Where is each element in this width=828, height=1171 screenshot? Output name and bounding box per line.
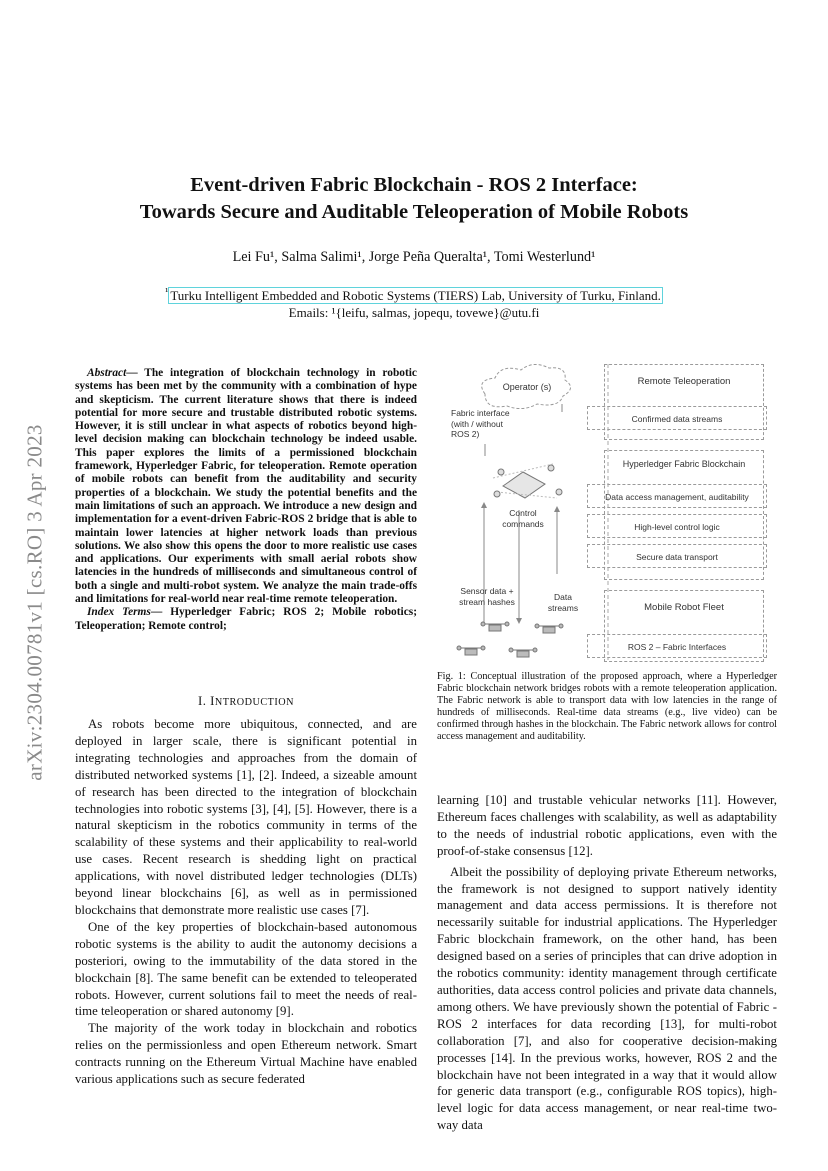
index-terms-label: Index Terms (87, 606, 151, 619)
paper-title (0, 172, 828, 226)
title-line-1: Event-driven Fabric Blockchain - ROS 2 Interface: (190, 174, 638, 196)
high-level-label: High-level control logic (634, 522, 720, 532)
introduction-body (75, 716, 417, 1088)
drone-icon (481, 622, 509, 631)
intro-paragraph-1: As robots become more ubiquitous, connected, and are deployed in larger scale, there is significant potential in integrating technologies and approaches from the domain of distributed networked systems [1], [2]. Indeed, a sizeable amount of research has been directed to the integration of blockchain technologies into robotic systems [3], [4], [5]. However, there is a natural skepticism in the robotics community in terms of the scalability of these systems and their applicability to real-world use cases. Recent research is shedding light on practical applications, with novel distributed ledger technologies (DLTs) beyond linear blockchains [6], as well as in permissioned blockchains that demonstrate more realistic use cases [7]. (75, 717, 417, 917)
data-access-label: Data access management, auditability (605, 492, 749, 502)
figure-1-diagram (437, 360, 777, 668)
drone-icon (535, 624, 563, 633)
sensor-data-label: Sensor data + stream hashes (459, 586, 515, 607)
section-heading-introduction: I. INTRODUCTION (197, 694, 294, 708)
confirmed-streams-label: Confirmed data streams (631, 414, 723, 424)
emails-line: Emails: ¹{leifu, salmas, jopequ, tovewe}@utu.fi (288, 305, 540, 321)
abstract-label: Abstract (87, 367, 127, 379)
author-list: Lei Fu¹, Salma Salimi¹, Jorge Peña Queralta¹, Tomi Westerlund¹ (232, 249, 596, 265)
arxiv-side-stamp (20, 370, 50, 840)
fabric-interface-label: Fabric interface (with / without ROS 2) (451, 408, 510, 439)
affiliation-block (0, 284, 828, 321)
remote-teleoperation-label: Remote Teleoperation (637, 376, 731, 387)
abstract-text: — The integration of blockchain technology in robotic systems has been met by the community with a combination of hype and skepticism. The current literature shows that there is indeed potential for more secure and trustable distributed robotic systems. However, it is still unclear in what aspects of robotics beyond high-level decision making can blockchain technology be indeed usable. This paper explores the limits of a permissioned blockchain framework, Hyperledger Fabric, for teleoperation. Remote operation of mobile robots can benefit from the auditability and security properties of a blockchain. We study the potential benefits and the main limitations of such an approach. We introduce a new design and implementation for a event-driven Fabric-ROS 2 bridge that is able to maintain lower latencies at higher network loads than previous solutions. We also show this opens the door to more realistic use cases and applications. Our experiments with small aerial robots show latencies in the hundreds of milliseconds and simultaneous control of both a single and multi-robot system. We analyze the main trade-offs and limitations for real-world near real-time remote teleoperation. (75, 367, 417, 606)
operator-label: Operator (s) (502, 382, 552, 392)
title-line-2: Towards Secure and Auditable Teleoperation of Mobile Robots (139, 201, 689, 223)
intro-paragraph-2: One of the key properties of blockchain-based autonomous robotic systems is the ability to audit the autonomy decisions a posteriori, owing to the immutability of the data stored in the blockchain [8]. The same benefit can be extended to teleoperated robots. However, current solutions fail to meet the needs of real-time teleoperation or shared autonomy [9]. (75, 919, 417, 1019)
right-column-body (437, 792, 777, 1134)
affiliation-link[interactable]: Turku Intelligent Embedded and Robotic Systems (TIERS) Lab, University of Turku, Finland. (170, 288, 661, 304)
figure-1-caption: Fig. 1: Conceptual illustration of the proposed approach, where a Hyperledger Fabric blockchain network bridges robots with a remote teleoperation application. The Fabric network is able to transport data with low latencies in the range of hundreds of milliseconds. Real-time data streams (e.g., live video) can be confirmed through hashes in the blockchain. The Fabric network allows for control access management and auditability. (437, 671, 777, 742)
arxiv-identifier: arXiv:2304.00781v1 [cs.RO] 3 Apr 2023 (22, 424, 47, 781)
right-paragraph-2: Albeit the possibility of deploying private Ethereum networks, the framework is not designed to support natively identity management and data access permissions. It is therefore not necessarily suitable for industrial applications. The Hyperledger Fabric blockchain framework, on the other hand, has been designed based on a series of principles that can drive adoption in the robotics community: identity management through certificate authorities, data access control policies and private data channels, among others. We have previously shown the potential of Fabric - ROS 2 interfaces for data recording [13], for multi-robot collaboration [7], and also for cooperative decision-making processes [14]. In the previous works, however, ROS 2 and the blockchain have not been integrated in a way that it would allow for generic data transport (e.g., configurable ROS topics), high-level logic for data access management, or near real-time two-way data (437, 864, 777, 1133)
affiliation-mark: ¹ (165, 286, 169, 298)
control-commands-label: Control commands (502, 508, 544, 529)
ros2-fabric-label: ROS 2 – Fabric Interfaces (627, 642, 727, 652)
mobile-fleet-label: Mobile Robot Fleet (644, 602, 724, 613)
intro-paragraph-3: The majority of the work today in blockchain and robotics relies on the permissionless and open Ethereum network. Smart contracts running on the Ethereum Virtual Machine have enabled various applications such as secure federated (75, 1021, 417, 1087)
abstract (75, 367, 417, 633)
hyperledger-label: Hyperledger Fabric Blockchain (622, 459, 746, 469)
drone-icon (457, 646, 485, 655)
secure-transport-label: Secure data transport (636, 552, 718, 562)
index-terms-text: — Hyperledger Fabric; ROS 2; Mobile robotics; Teleoperation; Remote control; (75, 606, 417, 632)
right-paragraph-1: learning [10] and trustable vehicular networks [11]. However, Ethereum faces challenges with scalability, as well as adaptability to the needs of industrial robotic applications, even with the proof-of-stake consensus [12]. (437, 793, 777, 858)
drone-icon (509, 648, 537, 657)
ground-station-icon (493, 464, 562, 498)
data-streams-label: Data streams (547, 592, 579, 613)
